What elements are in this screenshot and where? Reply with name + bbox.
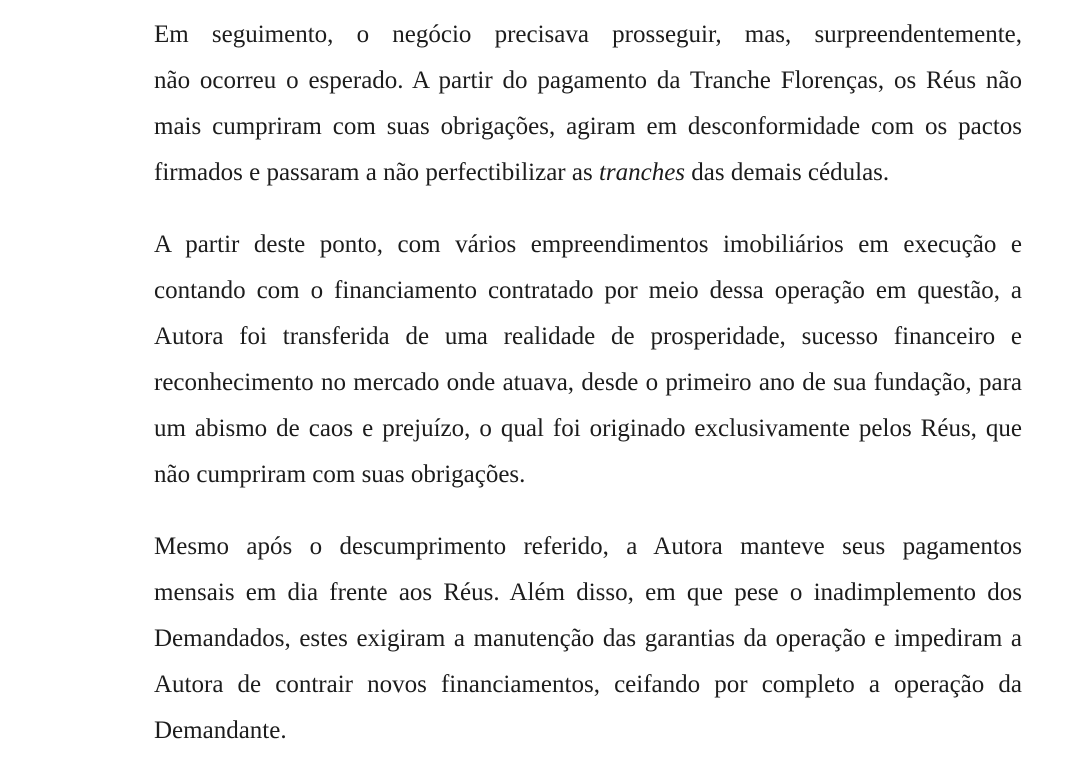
text-line: contando com o financiamento contratado por meio dessa operação em questão, a — [154, 277, 1022, 304]
text-line: Demandados, estes exigiram a manutenção das garantias da operação e impediram a — [154, 625, 1022, 652]
text-line: não cumpriram com suas obrigações. — [154, 461, 526, 488]
text-segment: firmados e passaram a não perfectibilizar as — [154, 159, 599, 186]
text-line: mensais em dia frente aos Réus. Além disso, em que pese o inadimplemento dos — [154, 579, 1022, 606]
text-line: reconhecimento no mercado onde atuava, desde o primeiro ano de sua fundação, para — [154, 369, 1022, 396]
paragraph-2 — [79, 222, 1022, 498]
document-page — [79, 12, 1022, 754]
text-line: Autora de contrair novos financiamentos, ceifando por completo a operação da — [154, 671, 1022, 698]
italic-term: tranches — [598, 159, 686, 186]
text-line — [79, 150, 1022, 196]
text-line: Mesmo após o descumprimento referido, a Autora manteve seus pagamentos — [154, 533, 1022, 560]
text-line: Em seguimento, o negócio precisava prosseguir, mas, surpreendentemente, — [154, 21, 1022, 48]
text-segment: das demais cédulas. — [685, 159, 890, 186]
text-line: Autora foi transferida de uma realidade de prosperidade, sucesso financeiro e — [154, 323, 1022, 350]
text-line: não ocorreu o esperado. A partir do pagamento da Tranche Florenças, os Réus não — [154, 67, 1022, 94]
text-line: um abismo de caos e prejuízo, o qual foi originado exclusivamente pelos Réus, que — [154, 415, 1022, 442]
paragraph-1 — [79, 12, 1022, 196]
text-line: Demandante. — [154, 717, 287, 744]
text-line: mais cumpriram com suas obrigações, agiram em desconformidade com os pactos — [154, 113, 1022, 140]
text-line: A partir deste ponto, com vários empreendimentos imobiliários em execução e — [154, 231, 1022, 258]
paragraph-3 — [79, 524, 1022, 754]
